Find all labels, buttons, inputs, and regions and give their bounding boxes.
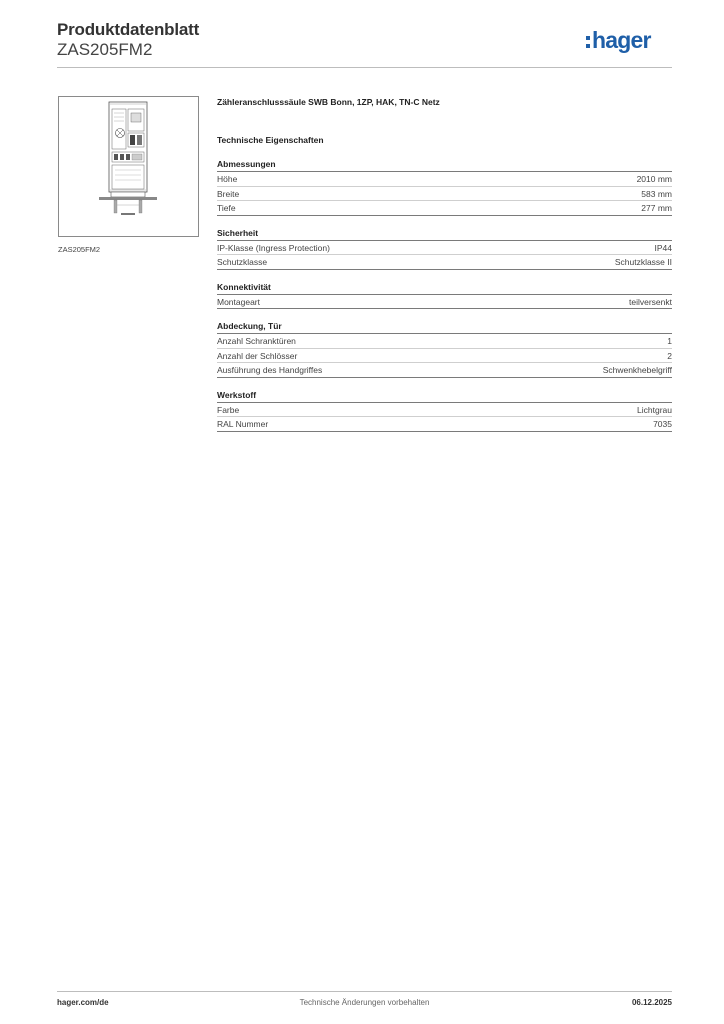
section-abdeckung-tuer (217, 320, 672, 378)
spec-value: 583 mm (641, 188, 672, 199)
spec-value: 2010 mm (636, 174, 672, 184)
spec-value: Schutzklasse II (614, 257, 672, 267)
logo-text: hager (592, 27, 651, 53)
footer-date: 06.12.2025 (631, 998, 672, 1007)
spec-row (217, 417, 672, 432)
spec-row (217, 172, 672, 187)
spec-value: IP44 (654, 242, 672, 253)
document-header (57, 20, 199, 60)
footer-divider (57, 991, 672, 992)
spec-row (217, 363, 672, 378)
spec-row (217, 334, 672, 349)
section-konnektivitaet (217, 281, 672, 310)
spec-row (217, 201, 672, 216)
spec-label: Höhe (217, 174, 238, 184)
spec-label: Farbe (217, 404, 240, 415)
spec-value: teilversenkt (629, 296, 672, 307)
spec-value: 277 mm (641, 203, 672, 213)
spec-row (217, 295, 672, 310)
hager-logo (586, 27, 672, 57)
section-title: Werkstoff (217, 389, 672, 403)
section-werkstoff (217, 389, 672, 432)
spec-value: Schwenkhebelgriff (602, 365, 672, 375)
spec-label: Anzahl Schranktüren (217, 336, 296, 346)
article-number: ZAS205FM2 (57, 40, 153, 59)
product-name: Zähleranschlusssäule SWB Bonn, 1ZP, HAK, TN-C Netz (217, 97, 440, 107)
image-caption: ZAS205FM2 (58, 245, 101, 254)
footer-notice: Technische Änderungen vorbehalten (299, 998, 430, 1007)
spec-value: Lichtgrau (637, 404, 672, 415)
header-divider (57, 67, 672, 68)
spec-row (217, 241, 672, 256)
spec-label: RAL Nummer (217, 419, 269, 429)
section-sicherheit (217, 227, 672, 270)
spec-label: Tiefe (217, 203, 236, 213)
spec-label: Anzahl der Schlösser (217, 350, 298, 361)
spec-label: Montageart (217, 296, 260, 307)
document-title: Produktdatenblatt (57, 20, 200, 39)
spec-label: IP-Klasse (Ingress Protection) (217, 242, 330, 253)
spec-label: Ausführung des Handgriffes (217, 365, 323, 375)
page-footer (57, 998, 672, 1010)
spec-label: Schutzklasse (217, 257, 268, 267)
section-title: Abmessungen (217, 158, 672, 172)
section-title: Konnektivität (217, 281, 672, 295)
product-image (58, 96, 199, 237)
section-title: Abdeckung, Tür (217, 320, 672, 334)
footer-website-link[interactable]: hager.com/de (57, 998, 109, 1007)
section-title: Sicherheit (217, 227, 672, 241)
spec-row (217, 349, 672, 364)
spec-value: 7035 (653, 419, 672, 429)
section-abmessungen (217, 158, 672, 216)
properties-heading: Technische Eigenschaften (217, 135, 324, 145)
spec-row (217, 403, 672, 418)
spec-row (217, 255, 672, 270)
specifications (217, 95, 672, 432)
spec-value: 2 (667, 350, 672, 361)
spec-value: 1 (667, 336, 672, 346)
spec-row (217, 187, 672, 202)
spec-label: Breite (217, 188, 240, 199)
